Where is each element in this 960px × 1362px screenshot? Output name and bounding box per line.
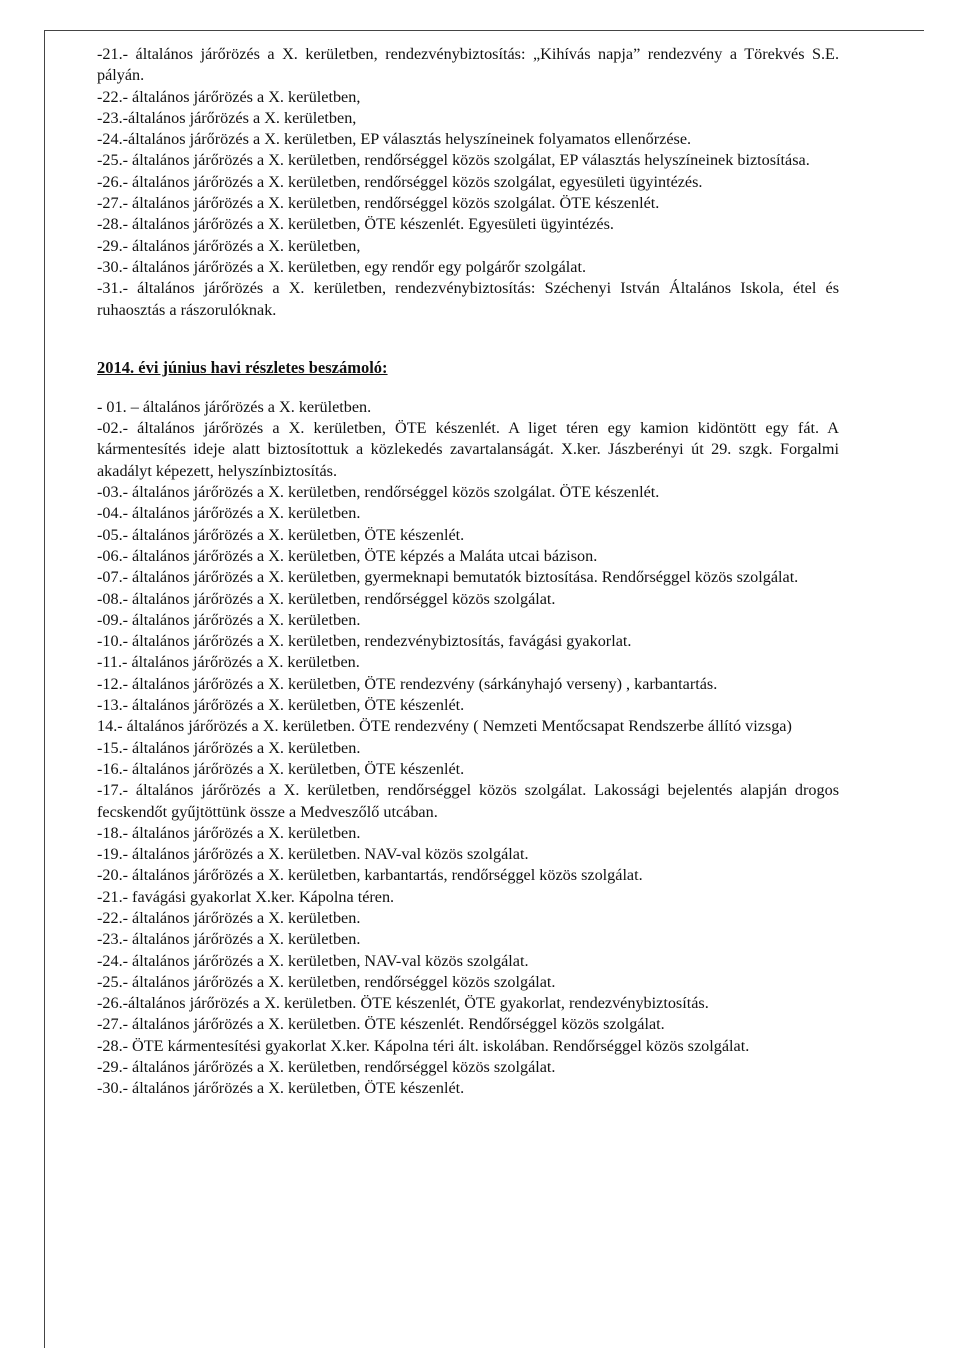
report-entry: -16.- általános járőrözés a X. kerületben, ÖTE készenlét. [97,759,465,778]
report-entry: -21.- favágási gyakorlat X.ker. Kápolna téren. [97,887,395,906]
report-entry: -31.- általános járőrözés a X. kerületben, rendezvénybiztosítás: Széchenyi István Általános Iskola, étel és ruhaosztás a rászorulóknak. [97,279,839,319]
report-entry: -17.- általános járőrözés a X. kerületben, rendőrséggel közös szolgálat. Lakossági bejelentés alapján drogos fecskendőt gyűjtöttünk össze a Medveszőlő utcában. [97,781,839,821]
report-entry: -08.- általános járőrözés a X. kerületben, rendőrséggel közös szolgálat. [97,589,556,608]
report-entry: -25.- általános járőrözés a X. kerületben, rendőrséggel közös szolgálat, EP választás helyszíneinek biztosítása. [97,151,810,170]
report-entry: 14.- általános járőrözés a X. kerületben. ÖTE rendezvény ( Nemzeti Mentőcsapat Rendszerbe állító vizsga) [97,717,792,736]
report-entry: -30.- általános járőrözés a X. kerületben, egy rendőr egy polgárőr szolgálat. [97,257,587,276]
report-entry: -29.- általános járőrözés a X. kerületben, [97,236,361,255]
report-entry: -24.- általános járőrözés a X. kerületben, NAV-val közös szolgálat. [97,951,529,970]
section-2-entries [97,397,839,1100]
report-entry: -03.- általános járőrözés a X. kerületben, rendőrséggel közös szolgálat. ÖTE készenlét. [97,483,660,502]
report-entry: -27.- általános járőrözés a X. kerületben, rendőrséggel közös szolgálat. ÖTE készenlét. [97,194,660,213]
report-entry: -22.- általános járőrözés a X. kerületben, [97,87,361,106]
report-entry: -20.- általános járőrözés a X. kerületben, karbantartás, rendőrséggel közös szolgálat. [97,866,643,885]
report-entry: -02.- általános járőrözés a X. kerületben, ÖTE készenlét. A liget téren egy kamion kidöntött egy fát. A kármentesítés ideje alatt biztosítottuk a közlekedés zavartalanságát. X.ker. Jászberényi út 29. szgk. Forgalmi akadályt képezett, helyszínbiztosítás. [97,419,839,480]
section-1-entries [97,44,839,321]
report-entry: -13.- általános járőrözés a X. kerületben, ÖTE készenlét. [97,696,465,715]
report-entry: - 01. – általános járőrözés a X. kerületben. [97,397,372,416]
report-entry: -21.- általános járőrözés a X. kerületben, rendezvénybiztosítás: „Kihívás napja” rendezvény a Törekvés S.E. pályán. [97,45,839,85]
report-entry: -25.- általános járőrözés a X. kerületben, rendőrséggel közös szolgálat. [97,972,556,991]
report-entry: -28.- ÖTE kármentesítési gyakorlat X.ker. Kápolna téri ált. iskolában. Rendőrséggel közös szolgálat. [97,1036,750,1055]
report-entry: -11.- általános járőrözés a X. kerületben. [97,653,360,672]
report-entry: -27.- általános járőrözés a X. kerületben. ÖTE készenlét. Rendőrséggel közös szolgálat. [97,1015,665,1034]
report-entry: -15.- általános járőrözés a X. kerületben. [97,738,361,757]
report-entry: -30.- általános járőrözés a X. kerületben, ÖTE készenlét. [97,1079,465,1098]
report-entry: -09.- általános járőrözés a X. kerületben. [97,610,361,629]
report-entry: -04.- általános járőrözés a X. kerületben. [97,504,361,523]
report-entry: -23.-általános járőrözés a X. kerületben, [97,108,357,127]
report-entry: -23.- általános járőrözés a X. kerületben. [97,930,361,949]
report-entry: -06.- általános járőrözés a X. kerületben, ÖTE képzés a Maláta utcai bázison. [97,546,598,565]
report-entry: -05.- általános járőrözés a X. kerületben, ÖTE készenlét. [97,525,465,544]
report-entry: -29.- általános járőrözés a X. kerületben, rendőrséggel közös szolgálat. [97,1058,556,1077]
report-entry: -26.- általános járőrözés a X. kerületben, rendőrséggel közös szolgálat, egyesületi ügyintézés. [97,172,703,191]
report-entry: -10.- általános járőrözés a X. kerületben, rendezvénybiztosítás, favágási gyakorlat. [97,632,632,651]
report-entry: -12.- általános járőrözés a X. kerületben, ÖTE rendezvény (sárkányhajó verseny) , karbantartás. [97,674,718,693]
report-entry: -18.- általános járőrözés a X. kerületben. [97,823,361,842]
report-entry: -26.-általános járőrözés a X. kerületben. ÖTE készenlét, ÖTE gyakorlat, rendezvénybiztosítás. [97,994,709,1013]
report-entry: -07.- általános járőrözés a X. kerületben, gyermeknapi bemutatók biztosítása. Rendőrséggel közös szolgálat. [97,568,799,587]
report-entry: -24.-általános járőrözés a X. kerületben, EP választás helyszíneinek folyamatos ellenőrzése. [97,130,692,149]
report-entry: -28.- általános járőrözés a X. kerületben, ÖTE készenlét. Egyesületi ügyintézés. [97,215,614,234]
report-entry: -22.- általános járőrözés a X. kerületben. [97,908,361,927]
document-content [97,44,839,1100]
section-heading: 2014. évi június havi részletes beszámoló: [97,357,388,377]
report-entry: -19.- általános járőrözés a X. kerületben. NAV-val közös szolgálat. [97,845,529,864]
